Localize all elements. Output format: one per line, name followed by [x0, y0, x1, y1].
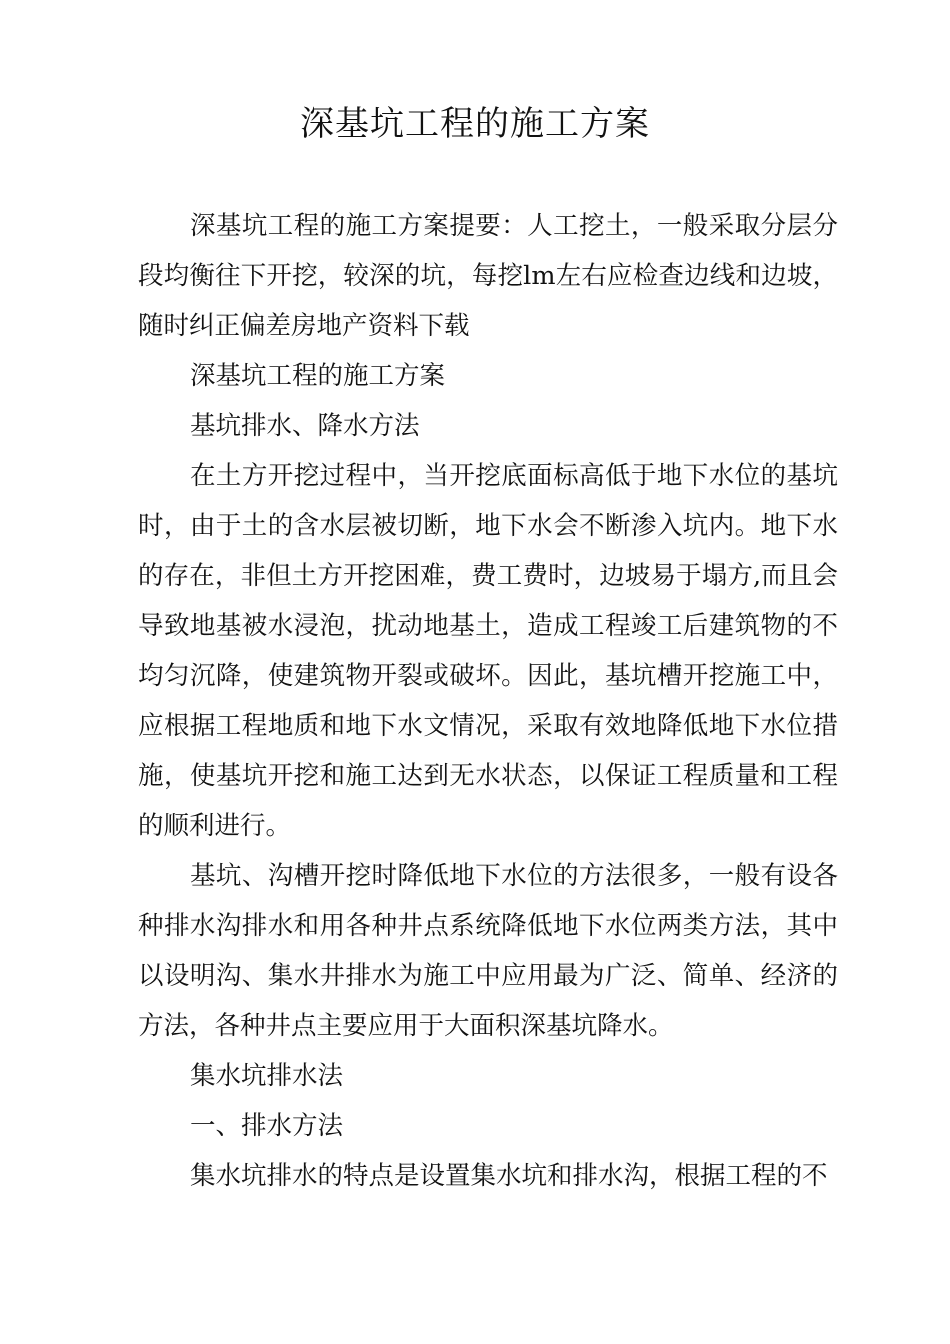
paragraph-heading-method-one: 一、排水方法	[190, 1111, 344, 1141]
paragraph-summary: 深基坑工程的施工方案提要：人工挖土，一般采取分层分段均衡往下开挖，较深的坑，每挖lm左右应检查边线和边坡，随时纠正偏差房地产资料下载	[138, 211, 838, 341]
paragraph-heading-drainage: 基坑排水、降水方法	[190, 411, 420, 441]
paragraph-heading-plan: 深基坑工程的施工方案	[190, 361, 446, 391]
paragraph-sump-features: 集水坑排水的特点是设置集水坑和排水沟，根据工程的不	[190, 1161, 828, 1191]
document-title: 深基坑工程的施工方案	[300, 104, 650, 144]
paragraph-methods: 基坑、沟槽开挖时降低地下水位的方法很多，一般有设各种排水沟排水和用各种井点系统降低地下水位两类方法，其中以设明沟、集水井排水为施工中应用最为广泛、简单、经济的方法，各种井点主要应用于大面积深基坑降水。	[138, 861, 838, 1041]
document-body	[138, 201, 838, 1201]
paragraph-heading-sump: 集水坑排水法	[190, 1061, 344, 1091]
paragraph-groundwater: 在土方开挖过程中，当开挖底面标高低于地下水位的基坑时，由于土的含水层被切断，地下水会不断渗入坑内。地下水的存在，非但土方开挖困难，费工费时，边坡易于塌方,而且会导致地基被水浸泡，扰动地基土，造成工程竣工后建筑物的不均匀沉降，使建筑物开裂或破坏。因此，基坑槽开挖施工中，应根据工程地质和地下水文情况，采取有效地降低地下水位措施，使基坑开挖和施工达到无水状态，以保证工程质量和工程的顺利进行。	[138, 461, 838, 841]
